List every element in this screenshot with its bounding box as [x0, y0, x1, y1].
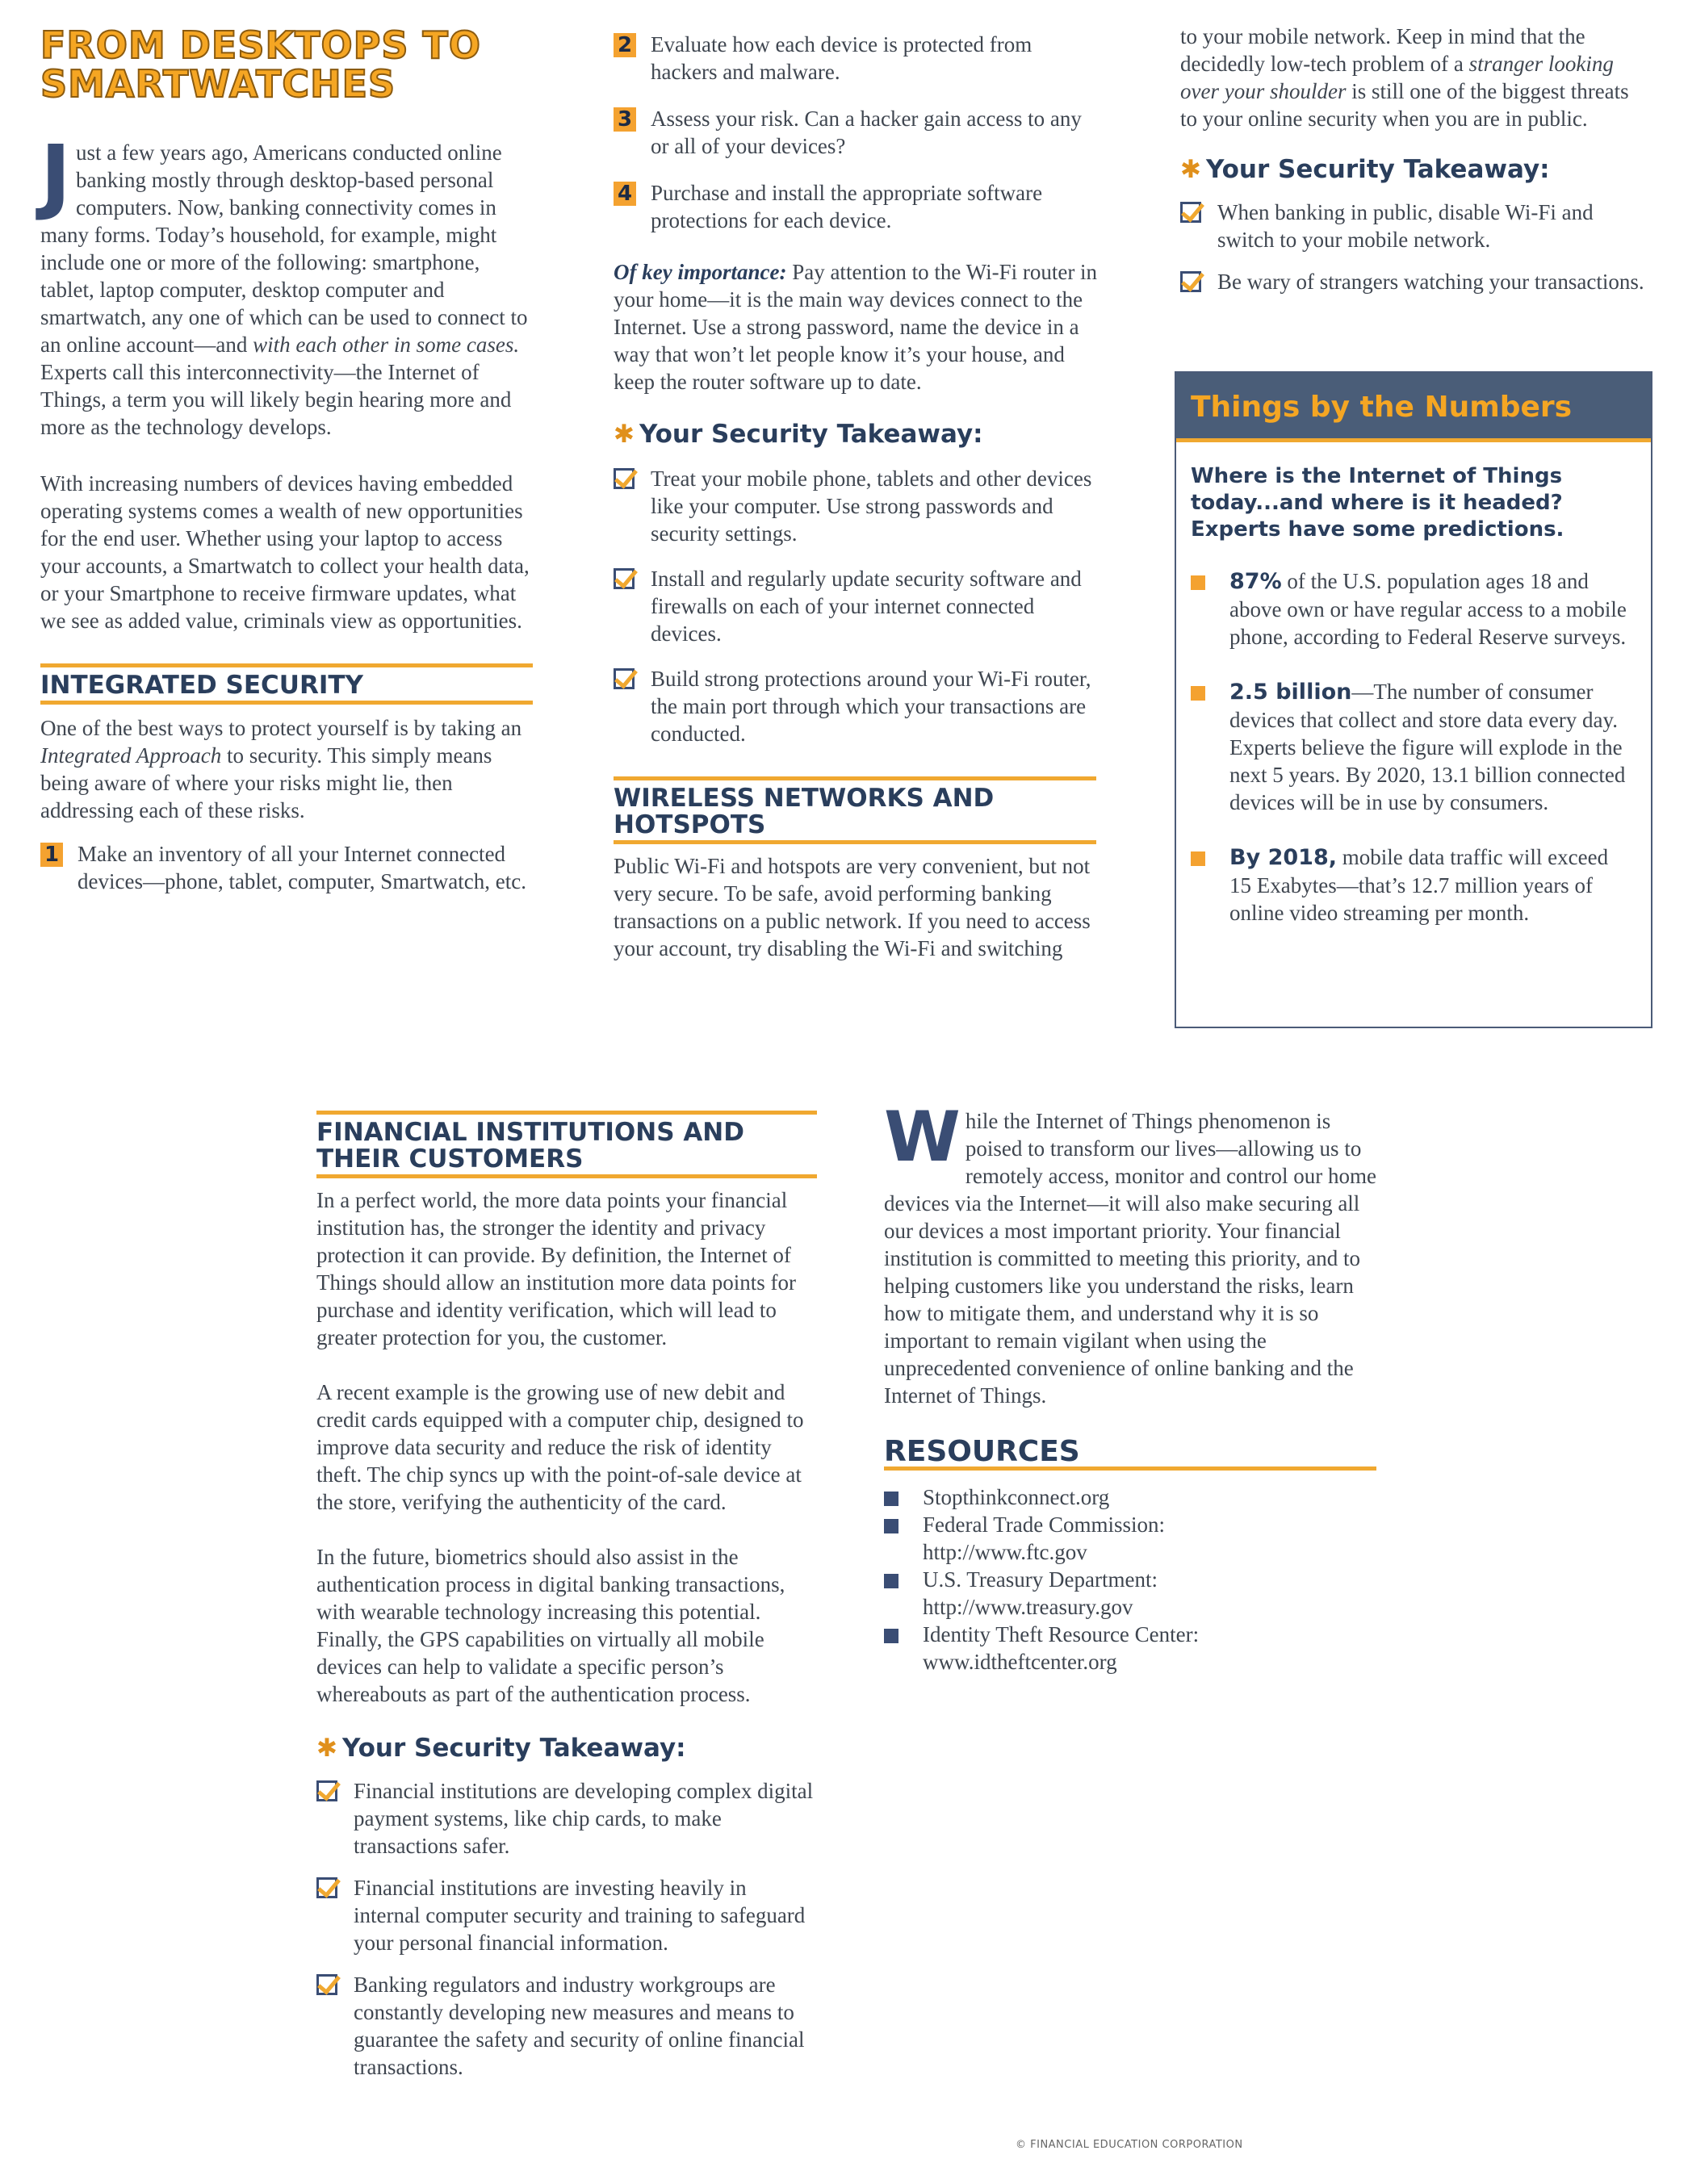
section-header-integrated-security: INTEGRATED SECURITY [40, 663, 533, 705]
takeaway-item: Build strong protections around your Wi-Fi router, the main port through which your transactions are conducted. [614, 665, 1098, 747]
section-header-financial-institutions: FINANCIAL INSTITUTIONS AND THEIR CUSTOMERS [316, 1111, 817, 1178]
bullet-icon [884, 1574, 898, 1588]
asterisk-icon: ✱ [1180, 155, 1201, 184]
column-1 [40, 23, 533, 895]
stat-item: 2.5 billion—The number of consumer devices that collect and store data every day. Experts believe the figure will explode in the next 5 years. By 2020, 13.1 billion connected devices will be in use by consumers. [1191, 678, 1627, 816]
dropcap-j: J [40, 128, 71, 224]
title-line-1: FROM DESKTOPS TO [40, 23, 481, 67]
column-5 [884, 1097, 1384, 1676]
bullet-icon [1191, 851, 1205, 866]
checkbox-icon [614, 468, 635, 489]
resource-item: Federal Trade Commission: http://www.ftc.gov [884, 1511, 1384, 1566]
step-number-1: 1 [40, 843, 63, 867]
takeaway-item: When banking in public, disable Wi-Fi and switch to your mobile network. [1180, 199, 1648, 253]
takeaway-item: Financial institutions are investing heavily in internal computer security and training to safeguard your personal financial information. [316, 1874, 817, 1956]
resource-item: Identity Theft Resource Center: www.idtheftcenter.org [884, 1621, 1384, 1676]
asterisk-icon: ✱ [316, 1734, 337, 1763]
step-2: 2 Evaluate how each device is protected from hackers and malware. [614, 31, 1098, 86]
takeaway-item: Financial institutions are developing complex digital payment systems, like chip cards, to make transactions safer. [316, 1777, 817, 1860]
takeaway-item: Be wary of strangers watching your transactions. [1180, 268, 1648, 295]
bullet-icon [1191, 575, 1205, 590]
intro-paragraph: Just a few years ago, Americans conducted online banking mostly through desktop-based personal computers. Now, banking connectivity comes in many forms. Today’s household, for example, might include one or more of the following: smartphone, tablet, laptop computer, desktop computer and smartwatch, any one of which can be used to connect to an online account—and with each other in some cases. Experts call this interconnectivity—the Internet of Things, a term you will likely begin hearing more and more as the technology develops. [40, 128, 528, 439]
takeaway-title-2: ✱ Your Security Takeaway: [1180, 155, 1550, 184]
wireless-paragraph: Public Wi-Fi and hotspots are very convenient, but not very secure. To be safe, avoid performing banking transactions on a public network. If you need to access your account, try disabling the Wi-Fi and switching [614, 854, 1091, 960]
bullet-icon [884, 1519, 898, 1533]
column-4 [316, 1111, 817, 2081]
takeaway-item: Treat your mobile phone, tablets and other devices like your computer. Use strong passwords and security settings. [614, 465, 1098, 547]
step-number-2: 2 [614, 33, 636, 57]
step-number-4: 4 [614, 182, 636, 206]
column-3 [1180, 23, 1648, 295]
column-2 [614, 31, 1098, 962]
page-title [40, 23, 533, 106]
takeaway-item: Install and regularly update security software and firewalls on each of your internet connected devices. [614, 565, 1098, 647]
financial-paragraph-2: A recent example is the growing use of new debit and credit cards equipped with a computer chip, designed to improve data security and reduce the risk of identity theft. The chip syncs up with the point-of-sale device at the store, verifying the authenticity of the card. [316, 1380, 804, 1514]
wireless-paragraph-continued: to your mobile network. Keep in mind that the decidedly low-tech problem of a stranger looking over your shoulder is still one of the biggest threats to your online security when you are in public. [1180, 24, 1629, 131]
bullet-icon [884, 1629, 898, 1643]
numbers-sidebar [1175, 371, 1652, 1028]
financial-paragraph-1: In a perfect world, the more data points your financial institution has, the stronger the identity and privacy protection it can provide. By definition, the Internet of Things should allow an institution more data points for purchase and identity verification, which will lead to greater protection for you, the customer. [316, 1188, 796, 1349]
checkbox-icon [1180, 202, 1201, 223]
copyright-footer: © FINANCIAL EDUCATION CORPORATION [1016, 2139, 1243, 2151]
section-header-resources: RESOURCES [884, 1433, 1376, 1471]
step-4: 4 Purchase and install the appropriate software protections for each device. [614, 179, 1098, 234]
closing-paragraph: While the Internet of Things phenomenon is poised to transform our lives—allowing us to remotely access, monitor and control our home devices via the Internet—it will also make securing all our devices a most important priority. Your financial institution is committed to meeting this priority, and to helping customers like you understand the risks, learn how to mitigate them, and understand why it is so important to remain vigilant when using the unprecedented convenience of online banking and the Internet of Things. [884, 1097, 1376, 1408]
bullet-icon [884, 1492, 898, 1506]
takeaway-title-3: ✱ Your Security Takeaway: [316, 1734, 686, 1763]
stat-item: By 2018, mobile data traffic will exceed 15 Exabytes—that’s 12.7 million years of online video streaming per month. [1191, 843, 1627, 927]
step-3: 3 Assess your risk. Can a hacker gain access to any or all of your devices? [614, 105, 1098, 160]
step-number-3: 3 [614, 107, 636, 132]
checkbox-icon [614, 568, 635, 589]
dropcap-w: W [884, 1097, 961, 1178]
resource-item: U.S. Treasury Department: http://www.treasury.gov [884, 1566, 1384, 1621]
integrated-security-paragraph: One of the best ways to protect yourself is by taking an Integrated Approach to security. This simply means being aware of where your risks might lie, then addressing each of these risks. [40, 716, 522, 822]
asterisk-icon: ✱ [614, 420, 635, 449]
stat-item: 87% of the U.S. population ages 18 and above own or have regular access to a mobile phone, according to Federal Reserve surveys. [1191, 567, 1627, 651]
devices-paragraph: With increasing numbers of devices having embedded operating systems comes a wealth of new opportunities for the end user. Whether using your laptop to access your accounts, a Smartwatch to collect your health data, or your Smartphone to receive firmware updates, what we see as added value, criminals view as opportunities. [40, 471, 530, 633]
step-1: 1 Make an inventory of all your Internet connected devices—phone, tablet, computer, Smartwatch, etc. [40, 840, 533, 895]
sidebar-header: Things by the Numbers [1176, 373, 1651, 442]
checkbox-icon [316, 1780, 337, 1801]
section-header-wireless-networks: WIRELESS NETWORKS AND HOTSPOTS [614, 776, 1096, 844]
resource-item: Stopthinkconnect.org [884, 1483, 1384, 1511]
takeaway-title-1: ✱ Your Security Takeaway: [614, 420, 983, 449]
sidebar-intro: Where is the Internet of Things today...and where is it headed? Experts have some predictions. [1191, 464, 1564, 542]
checkbox-icon [316, 1877, 337, 1898]
checkbox-icon [614, 668, 635, 689]
financial-paragraph-3: In the future, biometrics should also assist in the authentication process in digital banking transactions, with wearable technology increasing this potential. Finally, the GPS capabilities on virtually all mobile devices can help to validate a specific person’s whereabouts as part of the authentication process. [316, 1545, 785, 1706]
takeaway-item: Banking regulators and industry workgroups are constantly developing new measures and means to guarantee the safety and security of online financial transactions. [316, 1971, 817, 2081]
checkbox-icon [316, 1974, 337, 1995]
key-importance-paragraph: Of key importance: Pay attention to the Wi-Fi router in your home—it is the main way devices connect to the Internet. Use a strong password, name the device in a way that won’t let people know it’s your house, and keep the router software up to date. [614, 260, 1098, 394]
bullet-icon [1191, 686, 1205, 701]
checkbox-icon [1180, 271, 1201, 292]
title-line-2: SMARTWATCHES [40, 62, 396, 106]
